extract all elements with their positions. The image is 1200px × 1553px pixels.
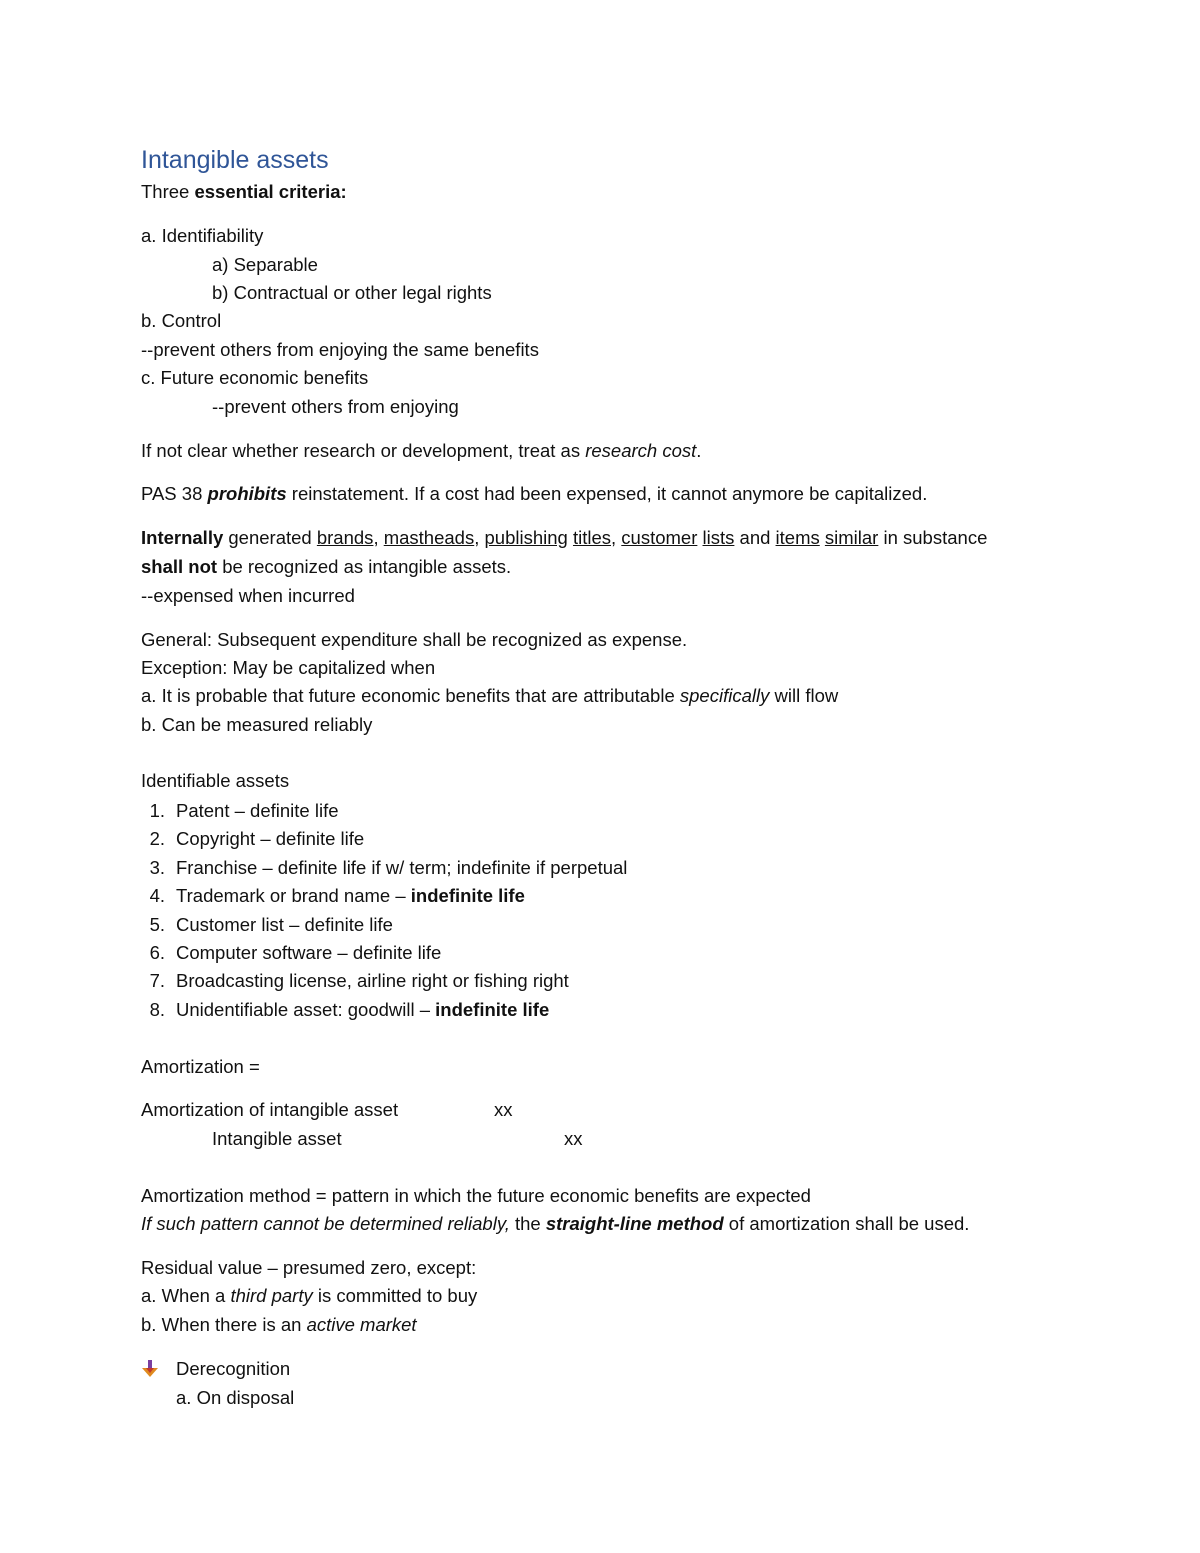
straight-line-rule: If such pattern cannot be determined reliably, the straight-line method of amortization shall be used. (141, 1213, 970, 1234)
list-item-text: Trademark or brand name – (176, 885, 406, 906)
control-note: --prevent others from enjoying the same benefits (141, 339, 539, 360)
list-item-number: 6. (149, 942, 165, 963)
internally-generated-rule: Internally generated brands, mastheads, publishing titles, customer lists and items similar in substance (141, 527, 988, 548)
list-item (141, 941, 441, 965)
list-item (141, 799, 339, 823)
criterion-future-benefits: c. Future economic benefits (141, 367, 369, 388)
list-item-text: Franchise – definite life if w/ term; indefinite if perpetual (176, 857, 628, 878)
list-item (141, 884, 525, 908)
derecognition-heading: Derecognition (176, 1358, 291, 1379)
list-item-text: Broadcasting license, airline right or fishing right (176, 970, 569, 991)
list-item-number: 4. (149, 885, 165, 906)
list-item (141, 969, 569, 993)
residual-a: a. When a third party is committed to buy (141, 1285, 478, 1306)
expensed-note: --expensed when incurred (141, 585, 355, 606)
amortization-equation: Amortization = (141, 1056, 260, 1077)
list-item (141, 998, 549, 1022)
list-item-number: 5. (149, 914, 165, 935)
list-item-bold-text: indefinite life (435, 999, 550, 1020)
sub-separable: a) Separable (212, 254, 318, 275)
residual-b: b. When there is an active market (141, 1314, 417, 1335)
arrow-bullet-icon (141, 1359, 161, 1379)
residual-value-rule: Residual value – presumed zero, except: (141, 1257, 477, 1278)
general-rule: General: Subsequent expenditure shall be recognized as expense. (141, 629, 688, 650)
exception-a: a. It is probable that future economic benefits that are attributable specifically will flow (141, 685, 839, 706)
journal-entry-debit-amount: xx (494, 1099, 513, 1120)
derecognition-a: a. On disposal (176, 1387, 295, 1408)
list-item-text: Copyright – definite life (176, 828, 365, 849)
list-item-number: 3. (149, 857, 165, 878)
amortization-method: Amortization method = pattern in which the future economic benefits are expected (141, 1185, 811, 1206)
list-item (141, 856, 627, 880)
identifiable-assets-heading: Identifiable assets (141, 770, 290, 791)
list-item-number: 7. (149, 970, 165, 991)
journal-entry-credit-amount: xx (564, 1128, 583, 1149)
list-item-text: Customer list – definite life (176, 914, 393, 935)
criterion-control: b. Control (141, 310, 222, 331)
list-item (141, 913, 393, 937)
exception-rule: Exception: May be capitalized when (141, 657, 436, 678)
journal-entry-debit: Amortization of intangible asset (141, 1099, 399, 1120)
list-item-text: Unidentifiable asset: goodwill – (176, 999, 431, 1020)
sub-contractual: b) Contractual or other legal rights (212, 282, 492, 303)
list-item-number: 2. (149, 828, 165, 849)
list-item-bold-text: indefinite life (410, 885, 525, 906)
list-item-text: Computer software – definite life (176, 942, 442, 963)
list-item-text: Patent – definite life (176, 800, 339, 821)
list-item (141, 827, 364, 851)
pas38-rule: PAS 38 prohibits reinstatement. If a cost had been expensed, it cannot anymore be capitalized. (141, 483, 928, 504)
research-cost-rule: If not clear whether research or development, treat as research cost. (141, 440, 702, 461)
list-item-number: 1. (149, 800, 165, 821)
criteria-heading: Three essential criteria: (141, 181, 347, 202)
journal-entry-credit: Intangible asset (212, 1128, 342, 1149)
exception-b: b. Can be measured reliably (141, 714, 373, 735)
criterion-identifiability: a. Identifiability (141, 225, 264, 246)
future-note: --prevent others from enjoying (212, 396, 459, 417)
shall-not-line: shall not be recognized as intangible assets. (141, 556, 512, 577)
list-item-number: 8. (149, 999, 165, 1020)
page-title: Intangible assets (141, 146, 329, 174)
